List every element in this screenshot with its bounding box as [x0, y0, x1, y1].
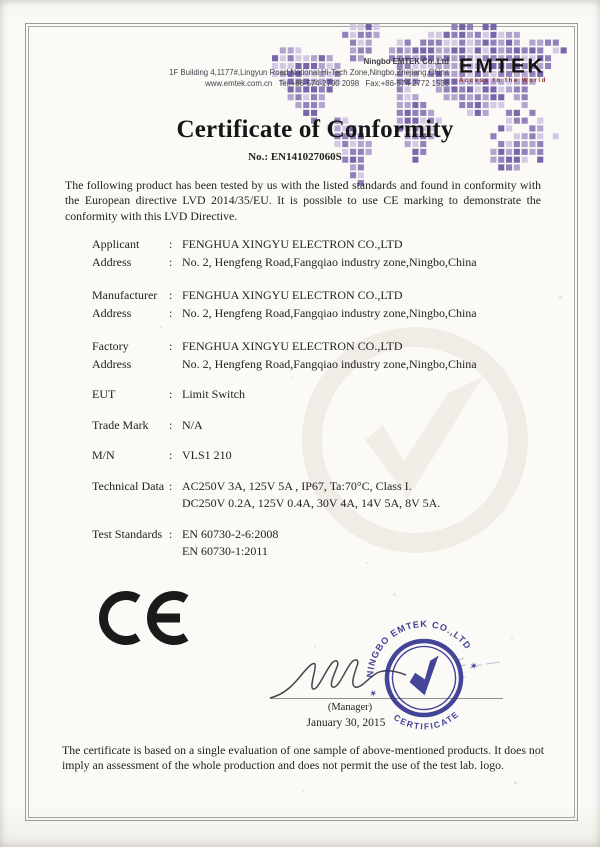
field-row-technical-data [92, 478, 554, 513]
field-row-applicant-address [92, 254, 554, 272]
field-row-manufacturer [92, 287, 554, 305]
field-label: Manufacturer [92, 288, 158, 302]
field-row-factory-address [92, 356, 554, 374]
field-value: No. 2, Hengfeng Road,Fangqiao industry zone,Ningbo,China [182, 305, 477, 320]
intro-paragraph: The following product has been tested by us with the listed standards and found in conformity with the European directive LVD 2014/35/EU. It is possible to use CE marking to demonstrate the conformity with this LVD Directive. [65, 178, 541, 223]
stamp-star-left-icon: ✶ [368, 688, 379, 701]
footer-note: The certificate is based on a single evaluation of one sample of above-mentioned products. It does not imply an assessment of the whole production and does not permit the use of the test lab. logo. [62, 743, 544, 773]
field-colon: : [169, 526, 173, 541]
field-label: Address [92, 254, 132, 269]
field-value: FENGHUA XINGYU ELECTRON CO.,LTD [182, 339, 403, 353]
field-row-factory [92, 338, 554, 356]
signer-role: (Manager) [327, 702, 373, 713]
field-value: No. 2, Hengfeng Road,Fangqiao industry zone,Ningbo,China [182, 254, 477, 269]
field-value: FENGHUA XINGYU ELECTRON CO.,LTD [182, 288, 403, 302]
letterhead [169, 56, 449, 89]
field-table [92, 236, 554, 561]
field-colon: : [169, 448, 173, 462]
field-value: EN 60730-2-6:2008 EN 60730-1:2011 [182, 526, 279, 558]
stamp-star-right-icon: ✶ [468, 660, 480, 674]
field-value: FENGHUA XINGYU ELECTRON CO.,LTD [182, 237, 403, 251]
emtek-logo [459, 56, 559, 84]
company-contacts: www.emtek.com.cn Tel:+86-574-2790 2098 Fax:+86-574-2772 1538 [205, 79, 449, 88]
field-row-manufacturer-address [92, 305, 554, 323]
field-row-eut [92, 386, 554, 404]
stamp-check-icon [405, 655, 446, 697]
field-label: Technical Data [92, 478, 165, 493]
certificate-title: Certificate of Conformity [176, 116, 454, 143]
field-colon: : [169, 417, 173, 432]
emtek-logo-text: EMTEK [459, 55, 545, 78]
emtek-logo-tagline: Access to the World [459, 78, 547, 84]
field-row-test-standards [92, 526, 554, 561]
field-colon: : [169, 237, 173, 251]
ce-mark [97, 588, 197, 650]
field-value: N/A [182, 417, 203, 432]
issue-date: January 30, 2015 [306, 717, 386, 729]
company-stamp [346, 600, 503, 757]
field-label: Address [92, 356, 132, 371]
field-label: Factory [92, 339, 129, 353]
field-colon: : [169, 339, 173, 353]
field-row-applicant [92, 236, 554, 254]
field-row-trademark [92, 417, 554, 435]
field-value: VLS1 210 [182, 448, 232, 462]
field-colon: : [169, 288, 173, 302]
field-colon [169, 356, 182, 374]
field-label: Applicant [92, 237, 140, 251]
field-label: Test Standards [92, 526, 163, 541]
field-colon: : [169, 305, 173, 320]
stamp-arc-bottom-text: CERTIFICATE [391, 708, 462, 732]
field-value: AC250V 3A, 125V 5A , IP67, Ta:70°C, Class I. DC250V 0.2A, 125V 0.4A, 30V 4A, 14V 5A, 8V 5A. [182, 478, 441, 510]
field-colon: : [169, 478, 173, 493]
certificate-number: No.: EN141027060S [248, 151, 342, 163]
world-map-pattern [272, 24, 584, 196]
field-label: M/N [92, 448, 115, 462]
field-label: EUT [92, 387, 116, 401]
field-colon: : [169, 387, 173, 401]
company-address: 1F Building 4,1177#,Lingyun Road,National Hi-Tech Zone,Ningbo,Zhejiang,China [169, 68, 449, 77]
field-label: Address [92, 305, 132, 320]
ce-mark-label [0, 0, 1, 1]
field-value: Limit Switch [182, 387, 245, 401]
field-value: No. 2, Hengfeng Road,Fangqiao industry zone,Ningbo,China [182, 356, 477, 371]
stamp-arc-top-text: NINGBO EMTEK CO.,LTD [364, 619, 474, 678]
field-label: Trade Mark [92, 417, 149, 432]
field-row-model [92, 447, 554, 465]
company-name: Ningbo EMTEK Co.,Ltd [363, 57, 449, 66]
field-colon: : [169, 254, 173, 269]
